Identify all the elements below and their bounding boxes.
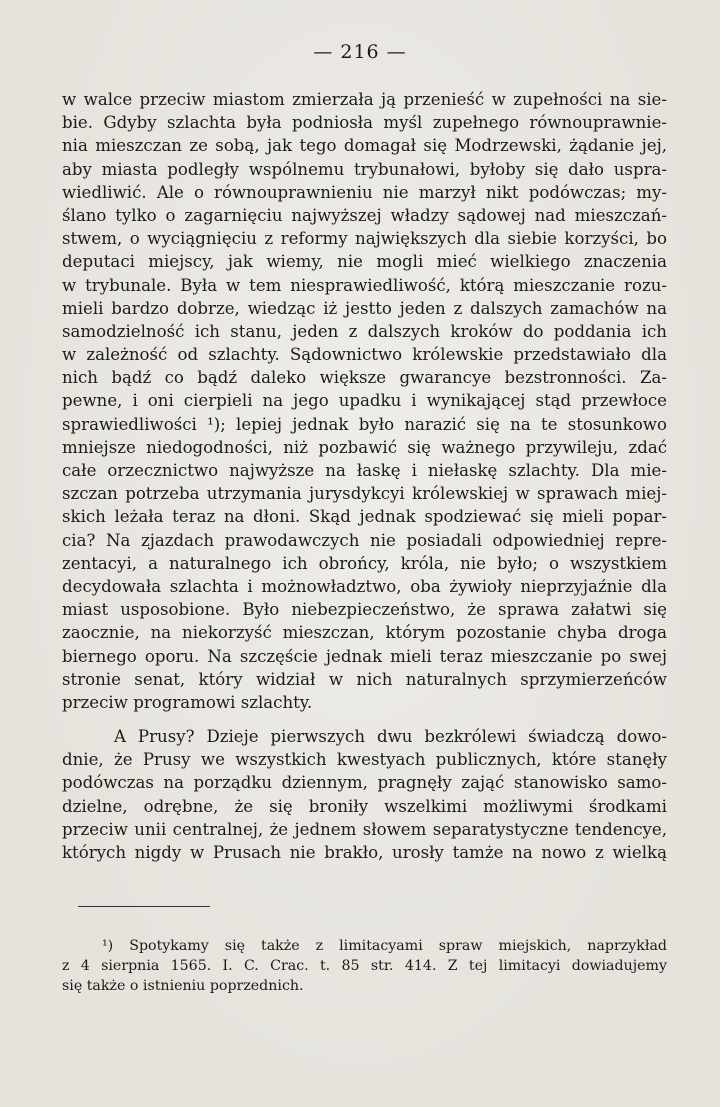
body-line: przeciw unii centralnej, że jednem słowem separatystyczne tendencye, (62, 819, 667, 839)
body-line: zaocznie, na niekorzyść mieszczan, którym pozostanie chyba droga (62, 623, 667, 643)
body-line: deputaci miejscy, jak wiemy, nie mogli mieć wielkiego znaczenia (62, 252, 667, 272)
body-line: aby miasta podległy wspólnemu trybunałowi, byłoby się dało uspra- (62, 159, 667, 179)
body-line: dnie, że Prusy we wszystkich kwestyach publicznych, które stanęły (62, 750, 667, 770)
body-line: mieli bardzo dobrze, wiedząc iż jestto jeden z dalszych zamachów na (62, 298, 667, 318)
body-line: pewne, i oni cierpieli na jego upadku i wynikającej stąd przewłoce (62, 391, 667, 411)
body-line: w zależność od szlachty. Sądownictwo królewskie przedstawiało dla (62, 345, 667, 365)
body-line: bie. Gdyby szlachta była podniosła myśl zupełnego równouprawnie- (62, 113, 667, 133)
body-line: biernego oporu. Na szczęście jednak mieli teraz mieszczanie po swej (62, 646, 667, 666)
body-line: zentacyi, a naturalnego ich obrońcy, króla, nie było; o wszystkiem (62, 553, 667, 573)
body-line: podówczas na porządku dziennym, pragnęły zająć stanowisko samo- (62, 773, 667, 793)
body-line: decydowała szlachta i możnowładztwo, oba żywioły nieprzyjaźnie dla (62, 576, 667, 596)
paragraph-start-line: A Prusy? Dzieje pierwszych dwu bezkrólewi świadczą dowo- (114, 727, 667, 747)
body-line: sprawiedliwości ¹); lepiej jednak było narazić się na te stosunkowo (62, 414, 667, 434)
body-line: stwem, o wyciągnięciu z reformy największych dla siebie korzyści, bo (62, 229, 667, 249)
body-line: szczan potrzeba utrzymania jurysdykcyi królewskiej w sprawach miej- (62, 484, 667, 504)
footnote-line: z 4 sierpnia 1565. I. C. Crac. t. 85 str. 414. Z tej limitacyi dowiadujemy (62, 958, 667, 974)
body-line: nia mieszczan ze sobą, jak tego domagał się Modrzewski, żądanie jej, (62, 136, 667, 156)
footnote-line: się także o istnieniu poprzednich. (62, 978, 304, 994)
body-line: wiedliwić. Ale o równouprawnieniu nie marzył nikt podówczas; my- (62, 182, 667, 202)
footnote-divider (78, 906, 210, 907)
page-number: — 216 — (313, 41, 407, 63)
body-line: skich leżała teraz na dłoni. Skąd jednak spodziewać się mieli popar- (62, 507, 667, 527)
body-line: w trybunale. Była w tem niesprawiedliwość, którą mieszczanie rozu- (62, 275, 667, 295)
body-line: cia? Na zjazdach prawodawczych nie posiadali odpowiedniej repre- (62, 530, 667, 550)
footnote (62, 936, 667, 996)
body-line: nich bądź co bądź daleko większe gwarancye bezstronności. Za- (62, 368, 667, 388)
body-line: stronie senat, który widział w nich naturalnych sprzymierzeńców (62, 669, 667, 689)
body-line: ślano tylko o zagarnięciu najwyższej władzy sądowej nad mieszczań- (62, 205, 667, 225)
paragraph-end-line: przeciw programowi szlachty. (62, 692, 313, 712)
body-line: miast usposobione. Było niebezpieczeństwo, że sprawa załatwi się (62, 600, 667, 620)
body-text (62, 88, 667, 864)
paragraph-gap (62, 714, 667, 725)
body-line: dzielne, odrębne, że się broniły wszelkimi możliwymi środkami (62, 796, 667, 816)
body-line: całe orzecznictwo najwyższe na łaskę i niełaskę szlachty. Dla mie- (62, 461, 667, 480)
body-line: mniejsze niedogodności, niż pozbawić się ważnego przywileju, zdać (62, 437, 667, 457)
footnote-line: ¹) Spotykamy się także z limitacyami spraw miejskich, naprzykład (102, 938, 667, 954)
body-line: których nigdy w Prusach nie brakło, urosły tamże na nowo z wielką (62, 843, 667, 862)
body-line: samodzielność ich stanu, jeden z dalszych kroków do poddania ich (62, 321, 667, 341)
body-line: w walce przeciw miastom zmierzała ją przenieść w zupełności na sie- (62, 90, 667, 109)
